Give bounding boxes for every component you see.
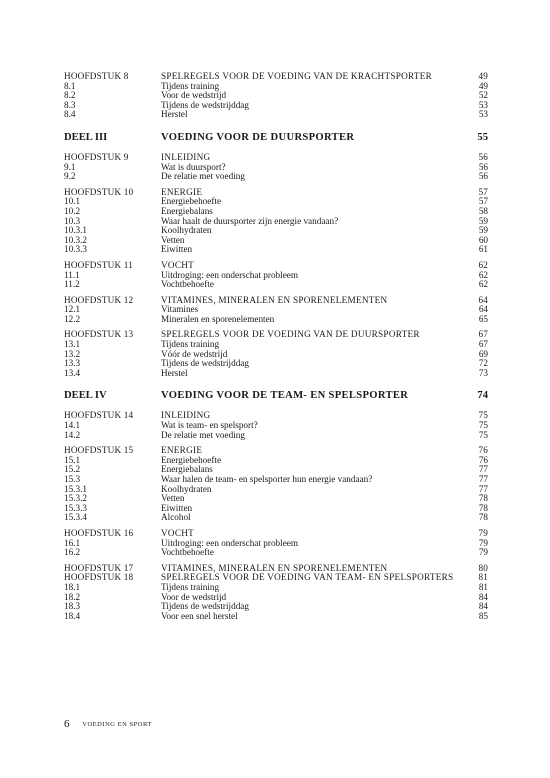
toc-number: 12.2 [64, 313, 81, 324]
toc-number: 16.2 [64, 547, 81, 558]
running-title: VOEDING EN SPORT [82, 721, 152, 728]
toc-number: 8.3 [64, 99, 76, 110]
toc-page: 56 [478, 151, 488, 162]
toc-number: DEEL IV [64, 390, 107, 402]
toc-section-row [64, 172, 488, 182]
toc-title: Vochtbehoefte [161, 547, 214, 558]
toc-number: HOOFDSTUK 13 [64, 329, 134, 340]
toc-title: INLEIDING [161, 151, 211, 162]
toc-title: De relatie met voeding [161, 171, 245, 182]
toc-title: Eiwitten [161, 502, 193, 513]
toc-page: 57 [478, 196, 488, 207]
toc-number: HOOFDSTUK 14 [64, 410, 134, 421]
toc-number: 15.3 [64, 474, 81, 484]
toc-title: Waar haalt de duursporter zijn energie vandaan? [161, 215, 339, 226]
toc-title: Mineralen en sporenelementen [161, 313, 275, 324]
toc-section-row [64, 548, 488, 558]
toc-number: 10.3.1 [64, 225, 87, 236]
toc-title: Wat is team- en spelsport? [161, 420, 258, 431]
toc-number: 11.1 [64, 269, 80, 280]
toc-number: 10.3.2 [64, 234, 87, 245]
toc-page: 78 [478, 502, 488, 513]
toc-page: 79 [478, 547, 488, 558]
toc-number: HOOFDSTUK 18 [64, 572, 134, 583]
toc-title: Tijdens training [161, 581, 220, 592]
toc-number: 18.1 [64, 581, 81, 592]
toc-page: 64 [478, 304, 488, 315]
toc-page: 52 [478, 90, 488, 101]
toc-title: INLEIDING [161, 410, 211, 421]
toc-chapter-row [64, 446, 488, 456]
toc-page: 56 [478, 161, 488, 172]
toc-section-row [64, 475, 488, 485]
toc-page: 62 [478, 259, 488, 270]
toc-page: 77 [478, 474, 488, 484]
toc-section-row [64, 494, 488, 504]
toc-title: VOEDING VOOR DE TEAM- EN SPELSPORTER [161, 390, 409, 402]
toc-page: 53 [478, 109, 488, 120]
toc-section-row [64, 602, 488, 612]
toc-number: 10.3.3 [64, 244, 87, 255]
toc-section-row [64, 612, 488, 622]
toc-page: 49 [478, 80, 488, 91]
toc-number: 15.3.2 [64, 493, 87, 504]
toc-title: VOCHT [161, 527, 195, 538]
toc-page: 75 [478, 410, 488, 421]
toc-number: 15.3.4 [64, 512, 87, 523]
toc-page: 53 [478, 99, 488, 110]
toc-title: Vóór de wedstrijd [161, 348, 228, 359]
toc-number: HOOFDSTUK 10 [64, 186, 134, 197]
toc-title: Tijdens de wedstrijddag [161, 99, 249, 110]
toc-number: 16.1 [64, 537, 81, 548]
toc-title: Energiebalans [161, 205, 213, 216]
toc-page: 73 [478, 367, 488, 378]
toc-section-row [64, 539, 488, 549]
toc-section-row [64, 305, 488, 315]
toc-page: 80 [478, 562, 488, 573]
toc-page: 81 [478, 572, 488, 583]
toc-page: 84 [478, 591, 488, 602]
toc-title: Energiebalans [161, 464, 213, 475]
toc-number: HOOFDSTUK 12 [64, 294, 134, 305]
toc-section-row [64, 340, 488, 350]
toc-title: Voor de wedstrijd [161, 591, 227, 602]
toc-page: 77 [478, 483, 488, 494]
toc-title: SPELREGELS VOOR DE VOEDING VAN DE DUURSPORTER [161, 329, 420, 340]
toc-title: VITAMINES, MINERALEN EN SPORENELEMENTEN [161, 562, 388, 573]
toc-number: 8.2 [64, 90, 76, 101]
toc-number: 15.3.1 [64, 483, 87, 494]
toc-title: VOEDING VOOR DE DUURSPORTER [161, 131, 355, 143]
toc-section-row [64, 197, 488, 207]
toc-title: Tijdens training [161, 339, 220, 350]
toc-section-row [64, 369, 488, 379]
toc-title: Energiebehoefte [161, 196, 222, 207]
toc-number: 11.2 [64, 279, 80, 290]
toc-title: Wat is duursport? [161, 161, 226, 172]
toc-number: 8.1 [64, 80, 76, 91]
toc-number: 15.2 [64, 464, 81, 475]
toc-section-row [64, 485, 488, 495]
toc-number: HOOFDSTUK 8 [64, 71, 129, 81]
toc-page: 75 [478, 420, 488, 431]
toc-chapter-row [64, 411, 488, 421]
toc-number: 13.2 [64, 348, 81, 359]
toc-section-row [64, 504, 488, 514]
toc-title: VOCHT [161, 259, 195, 270]
toc-page: 76 [478, 445, 488, 456]
toc-section-row [64, 245, 488, 255]
toc-page: 62 [478, 279, 488, 290]
toc-section-row [64, 513, 488, 523]
toc-page: 58 [478, 205, 488, 216]
table-of-contents [64, 72, 488, 621]
toc-section-row [64, 593, 488, 603]
toc-page: 59 [478, 225, 488, 236]
toc-page: 49 [478, 71, 488, 81]
toc-page: 77 [478, 464, 488, 475]
toc-title: Alcohol [161, 512, 191, 523]
toc-number: HOOFDSTUK 17 [64, 562, 134, 573]
toc-title: Uitdroging: een onderschat probleem [161, 537, 299, 548]
toc-page: 79 [478, 527, 488, 538]
toc-page: 62 [478, 269, 488, 280]
toc-number: 18.3 [64, 601, 81, 612]
toc-page: 81 [478, 581, 488, 592]
toc-number: 9.2 [64, 171, 76, 182]
toc-title: Herstel [161, 367, 188, 378]
toc-page: 56 [478, 171, 488, 182]
toc-chapter-row [64, 153, 488, 163]
toc-section-row [64, 217, 488, 227]
toc-number: 13.4 [64, 367, 81, 378]
toc-title: Voor een snel herstel [161, 610, 238, 621]
toc-page: 75 [478, 429, 488, 440]
toc-number: 10.3 [64, 215, 81, 226]
toc-title: Vochtbehoefte [161, 279, 214, 290]
toc-section-row [64, 110, 488, 120]
toc-chapter-row [64, 330, 488, 340]
toc-part-row [64, 390, 488, 402]
toc-number: 9.1 [64, 161, 76, 172]
toc-page: 84 [478, 601, 488, 612]
toc-page: 69 [478, 348, 488, 359]
toc-page: 60 [478, 234, 488, 245]
toc-number: 13.3 [64, 358, 81, 369]
toc-title: SPELREGELS VOOR DE VOEDING VAN DE KRACHTSPORTER [161, 71, 433, 81]
toc-number: HOOFDSTUK 16 [64, 527, 134, 538]
toc-page: 76 [478, 454, 488, 465]
toc-section-row [64, 226, 488, 236]
toc-section-row [64, 431, 488, 441]
toc-title: Tijdens de wedstrijddag [161, 601, 249, 612]
toc-title: Vitamines [161, 304, 199, 315]
toc-section-row [64, 280, 488, 290]
toc-title: Koolhydraten [161, 225, 212, 236]
toc-title: Herstel [161, 109, 188, 120]
toc-section-row [64, 163, 488, 173]
toc-page: 59 [478, 215, 488, 226]
toc-number: 13.1 [64, 339, 81, 350]
toc-chapter-row [64, 188, 488, 198]
toc-number: HOOFDSTUK 11 [64, 259, 133, 270]
toc-number: 10.1 [64, 196, 81, 207]
toc-page: 67 [478, 339, 488, 350]
toc-title: SPELREGELS VOOR DE VOEDING VAN TEAM- EN SPELSPORTERS [161, 572, 454, 583]
toc-title: Vetten [161, 234, 185, 245]
toc-section-row [64, 236, 488, 246]
toc-title: Eiwitten [161, 244, 193, 255]
toc-title: De relatie met voeding [161, 429, 245, 440]
toc-number: 14.2 [64, 429, 81, 440]
toc-number: 15.3.3 [64, 502, 87, 513]
toc-page: 72 [478, 358, 488, 369]
toc-page: 64 [478, 294, 488, 305]
toc-page: 67 [478, 329, 488, 340]
toc-page: 57 [478, 186, 488, 197]
toc-section-row [64, 456, 488, 466]
toc-section-row [64, 101, 488, 111]
toc-page: 55 [477, 131, 488, 143]
toc-title: Koolhydraten [161, 483, 212, 494]
toc-title: Energiebehoefte [161, 454, 222, 465]
toc-page: 85 [478, 610, 488, 621]
toc-title: Waar halen de team- en spelsporter hun energie vandaan? [161, 474, 373, 484]
toc-number: 10.2 [64, 205, 81, 216]
toc-page: 79 [478, 537, 488, 548]
toc-number: DEEL III [64, 131, 108, 143]
toc-title: VITAMINES, MINERALEN EN SPORENELEMENTEN [161, 294, 388, 305]
toc-section-row [64, 82, 488, 92]
toc-chapter-row [64, 296, 488, 306]
toc-page: 65 [478, 313, 488, 324]
page-number: 6 [64, 718, 70, 730]
toc-number: 14.1 [64, 420, 81, 431]
toc-section-row [64, 350, 488, 360]
toc-number: 12.1 [64, 304, 81, 315]
toc-section-row [64, 583, 488, 593]
toc-number: 8.4 [64, 109, 76, 120]
toc-chapter-row [64, 72, 488, 82]
toc-part-row [64, 132, 488, 144]
toc-title: ENERGIE [161, 186, 203, 197]
page-footer [64, 718, 152, 730]
toc-page: 78 [478, 512, 488, 523]
toc-section-row [64, 421, 488, 431]
toc-number: 18.2 [64, 591, 81, 602]
toc-section-row [64, 91, 488, 101]
toc-chapter-row [64, 573, 488, 583]
toc-section-row [64, 359, 488, 369]
toc-title: ENERGIE [161, 445, 203, 456]
toc-number: HOOFDSTUK 15 [64, 445, 134, 456]
toc-title: Uitdroging: een onderschat probleem [161, 269, 299, 280]
toc-number: 18.4 [64, 610, 81, 621]
toc-number: HOOFDSTUK 9 [64, 151, 129, 162]
toc-title: Voor de wedstrijd [161, 90, 227, 101]
toc-title: Vetten [161, 493, 185, 504]
toc-page: 78 [478, 493, 488, 504]
toc-section-row [64, 271, 488, 281]
toc-number: 15.1 [64, 454, 81, 465]
toc-page: 61 [478, 244, 488, 255]
toc-title: Tijdens de wedstrijddag [161, 358, 249, 369]
toc-page: 74 [477, 390, 488, 402]
toc-section-row [64, 315, 488, 325]
toc-title: Tijdens training [161, 80, 220, 91]
